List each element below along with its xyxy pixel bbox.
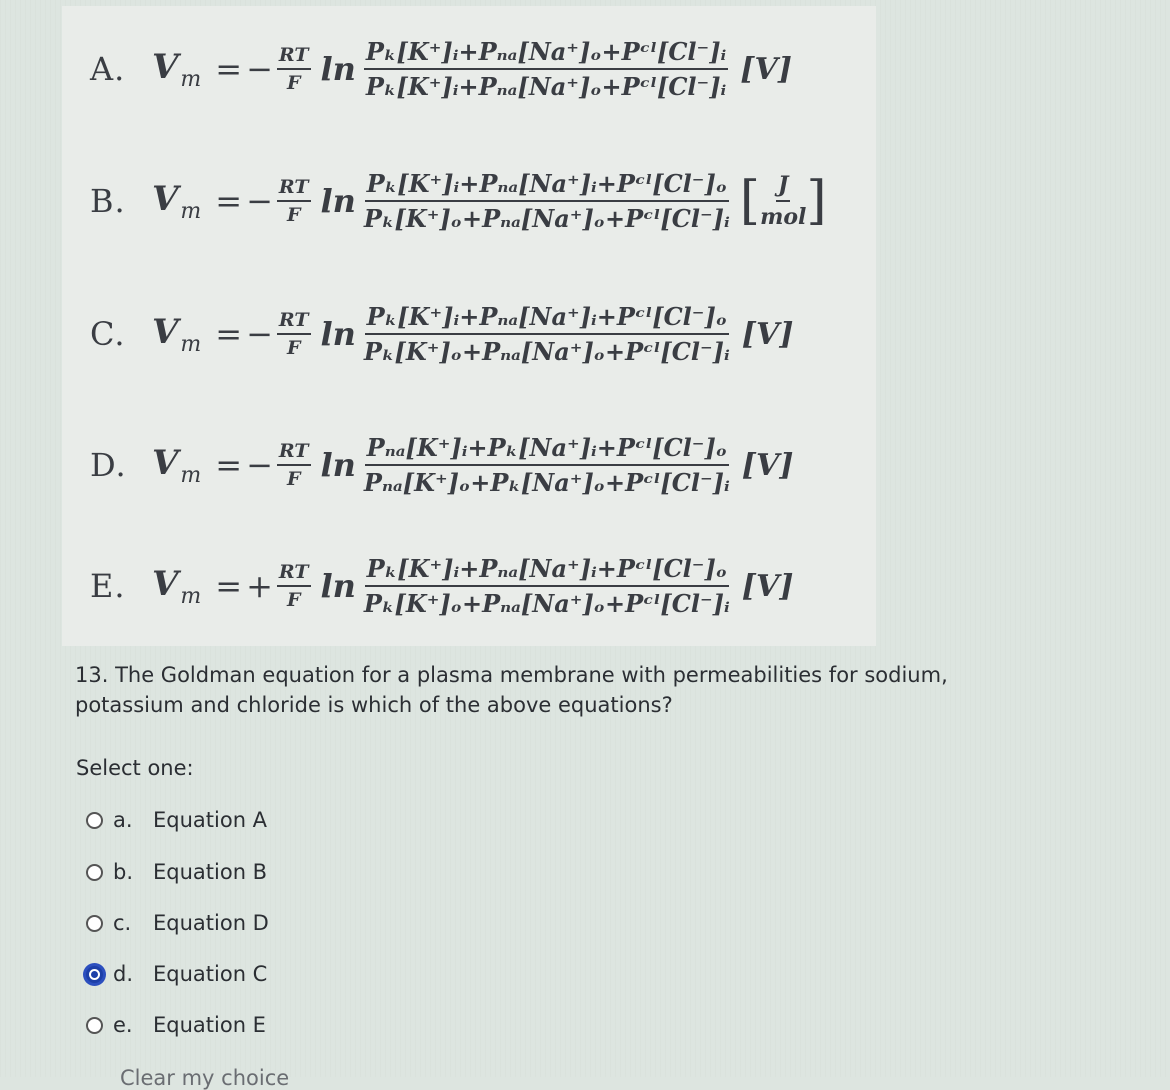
- vm-symbol: $V_m$: [152, 442, 202, 488]
- unit-j-per-mol: [ $\frac{J}{\text{mol}}$ ]: [739, 171, 827, 231]
- equals-sign: =: [215, 50, 243, 88]
- equation-letter: E.: [90, 567, 126, 605]
- denominator: Pₙₐ[K⁺]ₒ+Pₖ[Na⁺]ₒ+Pᶜˡ[Cl⁻]ᵢ: [363, 468, 730, 497]
- unit: [V]: [740, 51, 792, 87]
- question-text: 13. The Goldman equation for a plasma membrane with permeabilities for sodium, potassium and chloride is which of the above equations?: [75, 663, 948, 717]
- concentration-fraction: [364, 433, 730, 497]
- ln: ln: [320, 50, 356, 88]
- sign: −: [246, 315, 273, 353]
- concentration-fraction: [364, 302, 730, 366]
- sign: −: [246, 446, 273, 484]
- unit: [V]: [741, 568, 794, 604]
- ln: ln: [320, 182, 356, 220]
- rt-over-f: $\frac{RT}{F}$: [278, 44, 309, 94]
- denominator: Pₖ[K⁺]ₒ+Pₙₐ[Na⁺]ₒ+Pᶜˡ[Cl⁻]ᵢ: [363, 589, 730, 618]
- radio-button[interactable]: [86, 812, 103, 829]
- denominator: Pₖ[K⁺]ᵢ+Pₙₐ[Na⁺]ₒ+Pᶜˡ[Cl⁻]ᵢ: [365, 72, 727, 101]
- numerator: Pₖ[K⁺]ᵢ+Pₙₐ[Na⁺]ₒ+Pᶜˡ[Cl⁻]ᵢ: [364, 37, 728, 70]
- option-letter: b.: [113, 860, 134, 884]
- unit: [V]: [741, 447, 794, 483]
- option-label: Equation B: [153, 860, 268, 884]
- select-one-label: Select one:: [76, 756, 194, 780]
- equals-sign: =: [215, 182, 243, 220]
- equation-b: [90, 156, 870, 246]
- numerator: Pₖ[K⁺]ᵢ+Pₙₐ[Na⁺]ᵢ+Pᶜˡ[Cl⁻]ₒ: [365, 169, 729, 202]
- option-a[interactable]: [86, 805, 346, 835]
- option-b[interactable]: [86, 857, 346, 887]
- option-c[interactable]: [86, 908, 346, 938]
- radio-button[interactable]: [86, 915, 103, 932]
- rt-over-f: $\frac{RT}{F}$: [278, 309, 309, 359]
- equals-sign: =: [215, 567, 243, 605]
- equation-letter: D.: [90, 446, 127, 484]
- ln: ln: [320, 567, 356, 605]
- equation-e: [90, 541, 870, 631]
- sign: −: [246, 182, 273, 220]
- option-label: Equation C: [153, 962, 268, 986]
- equation-c: [90, 289, 870, 379]
- concentration-fraction: [364, 37, 728, 101]
- equals-sign: =: [215, 446, 243, 484]
- option-label: Equation A: [153, 808, 268, 832]
- option-label: Equation E: [153, 1013, 266, 1037]
- ln: ln: [320, 315, 356, 353]
- equation-letter: A.: [90, 50, 126, 88]
- option-e[interactable]: [86, 1010, 346, 1040]
- equations-panel: [62, 6, 876, 646]
- radio-button-selected[interactable]: [86, 966, 103, 983]
- clear-choice-link[interactable]: Clear my choice: [120, 1066, 290, 1090]
- denominator: Pₖ[K⁺]ₒ+Pₙₐ[Na⁺]ₒ+Pᶜˡ[Cl⁻]ᵢ: [363, 337, 730, 366]
- sign: +: [246, 567, 273, 605]
- radio-button[interactable]: [86, 864, 103, 881]
- denominator: Pₖ[K⁺]ₒ+Pₙₐ[Na⁺]ₒ+Pᶜˡ[Cl⁻]ᵢ: [363, 204, 730, 233]
- option-label: Equation D: [153, 911, 269, 935]
- equation-d: [90, 420, 870, 510]
- equation-letter: B.: [90, 182, 126, 220]
- numerator: Pₙₐ[K⁺]ᵢ+Pₖ[Na⁺]ᵢ+Pᶜˡ[Cl⁻]ₒ: [365, 433, 729, 466]
- option-letter: d.: [113, 962, 134, 986]
- option-letter: c.: [113, 911, 132, 935]
- option-d[interactable]: [86, 959, 346, 989]
- sign: −: [246, 50, 273, 88]
- option-letter: a.: [113, 808, 133, 832]
- vm-symbol: $V_m$: [152, 178, 202, 224]
- numerator: Pₖ[K⁺]ᵢ+Pₙₐ[Na⁺]ᵢ+Pᶜˡ[Cl⁻]ₒ: [365, 554, 729, 587]
- vm-symbol: $V_m$: [152, 563, 202, 609]
- vm-symbol: $V_m$: [152, 311, 202, 357]
- concentration-fraction: [364, 169, 730, 233]
- radio-button[interactable]: [86, 1017, 103, 1034]
- rt-over-f: $\frac{RT}{F}$: [278, 561, 309, 611]
- equation-a: [90, 24, 870, 114]
- option-letter: e.: [113, 1013, 133, 1037]
- equals-sign: =: [215, 315, 243, 353]
- ln: ln: [320, 446, 356, 484]
- numerator: Pₖ[K⁺]ᵢ+Pₙₐ[Na⁺]ᵢ+Pᶜˡ[Cl⁻]ₒ: [365, 302, 729, 335]
- rt-over-f: $\frac{RT}{F}$: [278, 176, 309, 226]
- vm-symbol: $V_m$: [152, 46, 202, 92]
- rt-over-f: $\frac{RT}{F}$: [278, 440, 309, 490]
- concentration-fraction: [364, 554, 730, 618]
- equation-letter: C.: [90, 315, 126, 353]
- unit: [V]: [741, 316, 794, 352]
